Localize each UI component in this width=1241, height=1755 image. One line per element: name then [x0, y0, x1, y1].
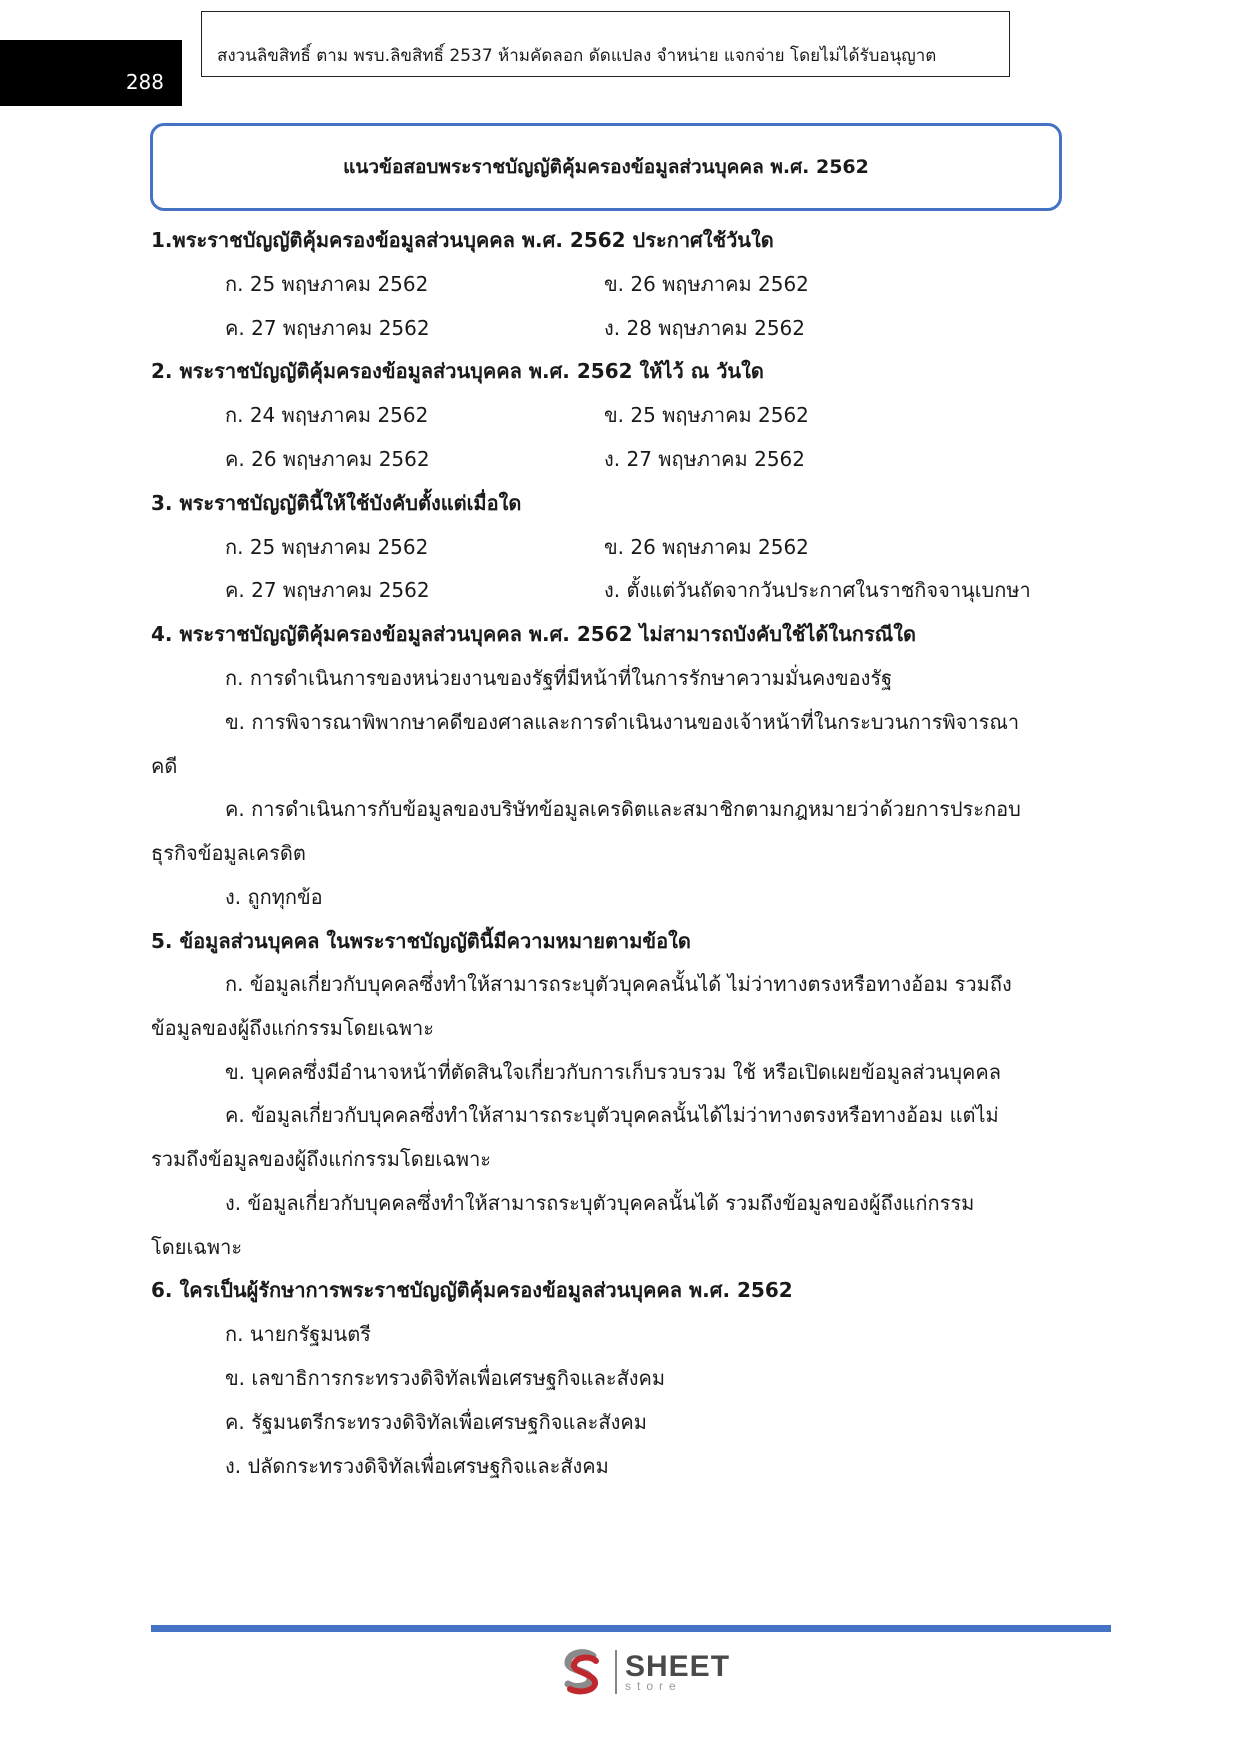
q6-option-d: ง. ปลัดกระทรวงดิจิทัลเพื่อเศรษฐกิจและสังคม: [225, 1454, 609, 1478]
footer-rule: [151, 1625, 1111, 1632]
q2-option-a: ก. 24 พฤษภาคม 2562: [225, 403, 429, 427]
question-6: 6. ใครเป็นผู้รักษาการพระราชบัญญัติคุ้มครองข้อมูลส่วนบุคคล พ.ศ. 2562: [151, 1278, 793, 1302]
q5-option-d-cont: โดยเฉพาะ: [151, 1235, 243, 1259]
q5-option-c: ค. ข้อมูลเกี่ยวกับบุคคลซึ่งทำให้สามารถระบุตัวบุคคลนั้นได้ไม่ว่าทางตรงหรือทางอ้อม แต่ไม่: [225, 1103, 999, 1127]
sheet-store-s-logo-icon: [557, 1647, 607, 1697]
q4-option-c: ค. การดำเนินการกับข้อมูลของบริษัทข้อมูลเครดิตและสมาชิกตามกฎหมายว่าด้วยการประกอบ: [225, 797, 1021, 821]
logo-separator: [615, 1650, 617, 1694]
q6-option-b: ข. เลขาธิการกระทรวงดิจิทัลเพื่อเศรษฐกิจและสังคม: [225, 1366, 666, 1390]
logo-sub-text: store: [625, 1679, 682, 1693]
q4-option-a: ก. การดำเนินการของหน่วยงานของรัฐที่มีหน้าที่ในการรักษาความมั่นคงของรัฐ: [225, 666, 893, 690]
q6-option-a: ก. นายกรัฐมนตรี: [225, 1322, 371, 1346]
q2-option-c: ค. 26 พฤษภาคม 2562: [225, 447, 430, 471]
copyright-text: สงวนลิขสิทธิ์ ตาม พรบ.ลิขสิทธิ์ 2537 ห้ามคัดลอก ดัดแปลง จำหน่าย แจกจ่าย โดยไม่ได้รับอนุญาต: [217, 46, 937, 66]
page-number: 288: [125, 70, 164, 94]
q1-option-b: ข. 26 พฤษภาคม 2562: [604, 272, 809, 296]
q5-option-a: ก. ข้อมูลเกี่ยวกับบุคคลซึ่งทำให้สามารถระบุตัวบุคคลนั้นได้ ไม่ว่าทางตรงหรือทางอ้อม รวมถึง: [225, 972, 1012, 996]
question-4: 4. พระราชบัญญัติคุ้มครองข้อมูลส่วนบุคคล พ.ศ. 2562 ไม่สามารถบังคับใช้ได้ในกรณีใด: [151, 622, 916, 646]
q3-option-d: ง. ตั้งแต่วันถัดจากวันประกาศในราชกิจจานุเบกษา: [604, 578, 1031, 602]
page-number-box: [0, 40, 182, 106]
q6-option-c: ค. รัฐมนตรีกระทรวงดิจิทัลเพื่อเศรษฐกิจและสังคม: [225, 1410, 647, 1434]
page-title-box: [150, 123, 1062, 211]
q5-option-d: ง. ข้อมูลเกี่ยวกับบุคคลซึ่งทำให้สามารถระบุตัวบุคคลนั้นได้ รวมถึงข้อมูลของผู้ถึงแก่กรรม: [225, 1191, 975, 1215]
q1-option-d: ง. 28 พฤษภาคม 2562: [604, 316, 805, 340]
logo-main-text: SHEET: [625, 1650, 731, 1683]
q3-option-a: ก. 25 พฤษภาคม 2562: [225, 535, 429, 559]
q2-option-b: ข. 25 พฤษภาคม 2562: [604, 403, 809, 427]
sheet-store-logo: [557, 1647, 730, 1697]
q1-option-c: ค. 27 พฤษภาคม 2562: [225, 316, 430, 340]
copyright-notice: [201, 11, 1010, 77]
q2-option-d: ง. 27 พฤษภาคม 2562: [604, 447, 805, 471]
question-3: 3. พระราชบัญญัตินี้ให้ใช้บังคับตั้งแต่เมื่อใด: [151, 491, 522, 515]
q4-option-c-cont: ธุรกิจข้อมูลเครดิต: [151, 841, 306, 865]
question-2: 2. พระราชบัญญัติคุ้มครองข้อมูลส่วนบุคคล พ.ศ. 2562 ให้ไว้ ณ วันใด: [151, 359, 764, 383]
q4-option-b-cont: คดี: [151, 754, 178, 778]
q5-option-b: ข. บุคคลซึ่งมีอำนาจหน้าที่ตัดสินใจเกี่ยวกับการเก็บรวบรวม ใช้ หรือเปิดเผยข้อมูลส่วนบุคคล: [225, 1060, 1002, 1084]
page-title: แนวข้อสอบพระราชบัญญัติคุ้มครองข้อมูลส่วนบุคคล พ.ศ. 2562: [343, 156, 869, 178]
question-1: 1.พระราชบัญญัติคุ้มครองข้อมูลส่วนบุคคล พ.ศ. 2562 ประกาศใช้วันใด: [151, 228, 774, 252]
q3-option-b: ข. 26 พฤษภาคม 2562: [604, 535, 809, 559]
q1-option-a: ก. 25 พฤษภาคม 2562: [225, 272, 429, 296]
logo-wordmark: [625, 1652, 730, 1692]
q3-option-c: ค. 27 พฤษภาคม 2562: [225, 578, 430, 602]
q4-option-b: ข. การพิจารณาพิพากษาคดีของศาลและการดำเนินงานของเจ้าหน้าที่ในกระบวนการพิจารณา: [225, 710, 1020, 734]
q5-option-c-cont: รวมถึงข้อมูลของผู้ถึงแก่กรรมโดยเฉพาะ: [151, 1147, 492, 1171]
q4-option-d: ง. ถูกทุกข้อ: [225, 885, 323, 909]
question-5: 5. ข้อมูลส่วนบุคคล ในพระราชบัญญัตินี้มีความหมายตามข้อใด: [151, 929, 691, 953]
q5-option-a-cont: ข้อมูลของผู้ถึงแก่กรรมโดยเฉพาะ: [151, 1016, 435, 1040]
